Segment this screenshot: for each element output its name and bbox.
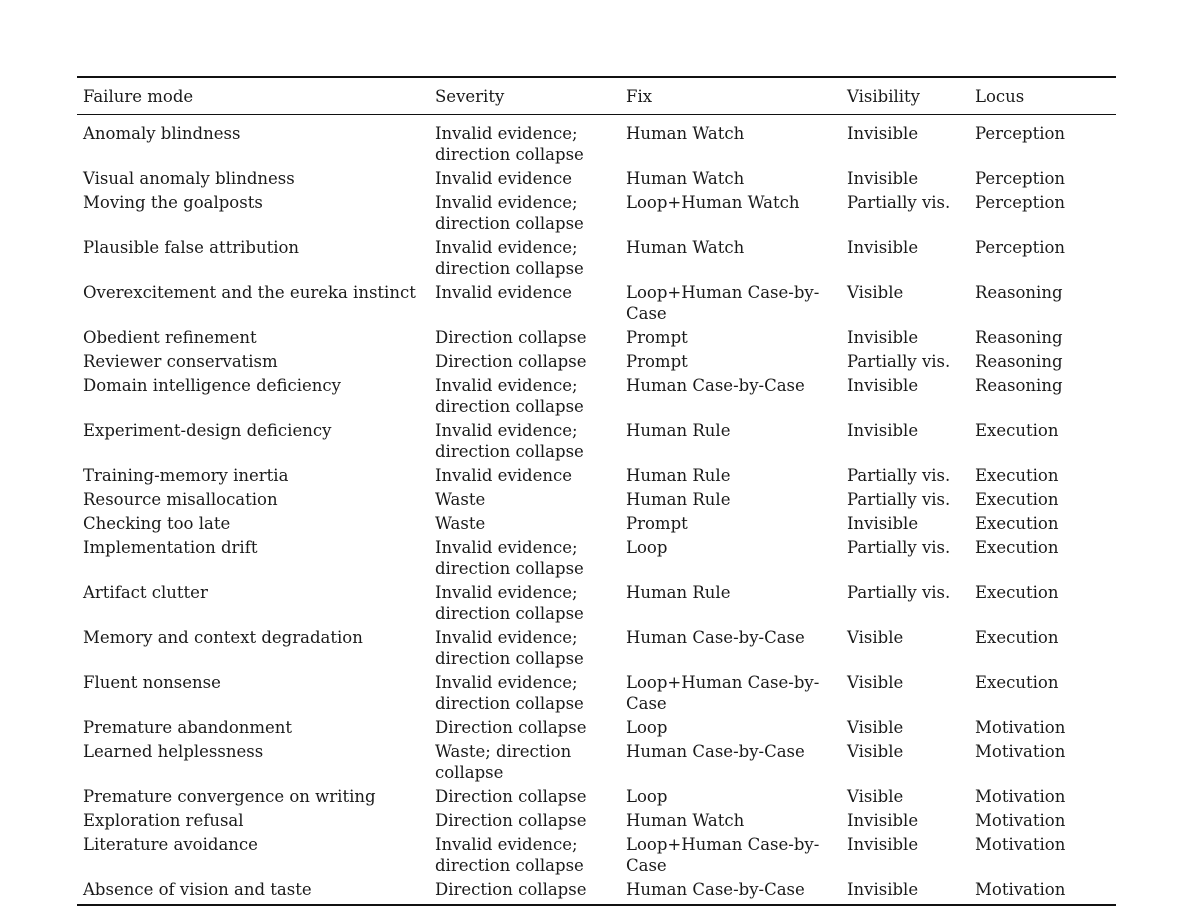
cell-visibility: Visible bbox=[847, 787, 904, 806]
cell-visibility: Invisible bbox=[847, 514, 919, 533]
cell-visibility: Partially vis. bbox=[847, 193, 951, 212]
cell-fix: Loop+Human Case-by-Case bbox=[626, 835, 820, 875]
cell-visibility: Invisible bbox=[847, 811, 919, 830]
table-row bbox=[77, 488, 1116, 512]
cell-locus: Reasoning bbox=[975, 352, 1063, 371]
cell-locus: Reasoning bbox=[975, 283, 1063, 302]
cell-failure-mode: Moving the goalposts bbox=[83, 193, 263, 212]
cell-severity: Invalid evidence; direction collapse bbox=[435, 421, 584, 461]
cell-failure-mode: Checking too late bbox=[83, 514, 231, 533]
failure-mode-table-wrapper bbox=[77, 76, 1116, 906]
cell-locus: Execution bbox=[975, 538, 1059, 557]
cell-severity: Waste; direction collapse bbox=[435, 742, 572, 782]
cell-locus: Motivation bbox=[975, 787, 1066, 806]
table-row bbox=[77, 281, 1116, 326]
cell-visibility: Partially vis. bbox=[847, 466, 951, 485]
cell-failure-mode: Resource misallocation bbox=[83, 490, 278, 509]
table-header bbox=[77, 77, 1116, 115]
cell-visibility: Visible bbox=[847, 718, 904, 737]
header-failure-mode: Failure mode bbox=[83, 87, 194, 106]
cell-visibility: Visible bbox=[847, 283, 904, 302]
cell-fix: Loop+Human Case-by-Case bbox=[626, 283, 820, 323]
header-locus: Locus bbox=[975, 87, 1025, 106]
cell-severity: Direction collapse bbox=[435, 352, 587, 371]
cell-failure-mode: Experiment-design deficiency bbox=[83, 421, 332, 440]
cell-severity: Invalid evidence; direction collapse bbox=[435, 238, 584, 278]
cell-severity: Direction collapse bbox=[435, 718, 587, 737]
header-severity: Severity bbox=[435, 87, 505, 106]
table-row bbox=[77, 115, 1116, 168]
cell-visibility: Invisible bbox=[847, 421, 919, 440]
cell-severity: Invalid evidence bbox=[435, 169, 572, 188]
cell-fix: Human Rule bbox=[626, 490, 731, 509]
cell-fix: Human Case-by-Case bbox=[626, 880, 805, 899]
cell-fix: Prompt bbox=[626, 328, 688, 347]
cell-severity: Direction collapse bbox=[435, 787, 587, 806]
cell-visibility: Invisible bbox=[847, 376, 919, 395]
table-row bbox=[77, 374, 1116, 419]
table-row bbox=[77, 671, 1116, 716]
cell-severity: Waste bbox=[435, 514, 486, 533]
cell-severity: Invalid evidence; direction collapse bbox=[435, 835, 584, 875]
cell-visibility: Invisible bbox=[847, 124, 919, 143]
cell-fix: Human Case-by-Case bbox=[626, 742, 805, 761]
cell-failure-mode: Anomaly blindness bbox=[83, 124, 241, 143]
cell-locus: Perception bbox=[975, 124, 1066, 143]
cell-fix: Human Case-by-Case bbox=[626, 628, 805, 647]
cell-locus: Motivation bbox=[975, 742, 1066, 761]
cell-locus: Motivation bbox=[975, 835, 1066, 854]
cell-failure-mode: Premature abandonment bbox=[83, 718, 293, 737]
cell-locus: Execution bbox=[975, 490, 1059, 509]
cell-severity: Waste bbox=[435, 490, 486, 509]
cell-failure-mode: Learned helplessness bbox=[83, 742, 264, 761]
table-row bbox=[77, 626, 1116, 671]
cell-visibility: Partially vis. bbox=[847, 352, 951, 371]
cell-severity: Invalid evidence; direction collapse bbox=[435, 124, 584, 164]
cell-severity: Direction collapse bbox=[435, 328, 587, 347]
cell-fix: Loop bbox=[626, 538, 668, 557]
cell-severity: Invalid evidence; direction collapse bbox=[435, 673, 584, 713]
header-visibility: Visibility bbox=[847, 87, 920, 106]
cell-locus: Perception bbox=[975, 169, 1066, 188]
cell-fix: Prompt bbox=[626, 352, 688, 371]
table-row bbox=[77, 581, 1116, 626]
cell-fix: Prompt bbox=[626, 514, 688, 533]
cell-failure-mode: Training-memory inertia bbox=[83, 466, 289, 485]
cell-severity: Invalid evidence; direction collapse bbox=[435, 193, 584, 233]
cell-locus: Execution bbox=[975, 466, 1059, 485]
cell-fix: Loop bbox=[626, 787, 668, 806]
cell-severity: Invalid evidence bbox=[435, 466, 572, 485]
cell-visibility: Visible bbox=[847, 628, 904, 647]
table-row bbox=[77, 419, 1116, 464]
table-row bbox=[77, 326, 1116, 350]
header-fix: Fix bbox=[626, 87, 653, 106]
table-row bbox=[77, 809, 1116, 833]
cell-visibility: Partially vis. bbox=[847, 490, 951, 509]
cell-fix: Human Watch bbox=[626, 124, 745, 143]
cell-fix: Human Case-by-Case bbox=[626, 376, 805, 395]
cell-failure-mode: Domain intelligence deficiency bbox=[83, 376, 341, 395]
cell-failure-mode: Obedient refinement bbox=[83, 328, 257, 347]
cell-visibility: Partially vis. bbox=[847, 583, 951, 602]
table-row bbox=[77, 536, 1116, 581]
cell-fix: Loop bbox=[626, 718, 668, 737]
cell-visibility: Invisible bbox=[847, 169, 919, 188]
cell-severity: Invalid evidence; direction collapse bbox=[435, 583, 584, 623]
cell-locus: Motivation bbox=[975, 811, 1066, 830]
cell-fix: Loop+Human Watch bbox=[626, 193, 800, 212]
table-row bbox=[77, 191, 1116, 236]
cell-failure-mode: Absence of vision and taste bbox=[83, 880, 312, 899]
table-bottom-rule bbox=[77, 904, 1116, 906]
cell-severity: Direction collapse bbox=[435, 880, 587, 899]
cell-failure-mode: Artifact clutter bbox=[83, 583, 208, 602]
cell-failure-mode: Reviewer conservatism bbox=[83, 352, 278, 371]
cell-locus: Execution bbox=[975, 421, 1059, 440]
table-row bbox=[77, 716, 1116, 740]
cell-fix: Human Rule bbox=[626, 583, 731, 602]
cell-failure-mode: Fluent nonsense bbox=[83, 673, 221, 692]
table-row bbox=[77, 236, 1116, 281]
table-row bbox=[77, 512, 1116, 536]
cell-locus: Perception bbox=[975, 193, 1066, 212]
cell-failure-mode: Premature convergence on writing bbox=[83, 787, 376, 806]
cell-fix: Human Watch bbox=[626, 238, 745, 257]
cell-visibility: Invisible bbox=[847, 880, 919, 899]
cell-failure-mode: Memory and context degradation bbox=[83, 628, 363, 647]
cell-severity: Invalid evidence; direction collapse bbox=[435, 538, 584, 578]
header-row bbox=[77, 77, 1116, 115]
cell-severity: Invalid evidence bbox=[435, 283, 572, 302]
failure-mode-table bbox=[77, 76, 1116, 904]
cell-visibility: Invisible bbox=[847, 238, 919, 257]
cell-failure-mode: Plausible false attribution bbox=[83, 238, 300, 257]
table-body bbox=[77, 115, 1116, 905]
cell-visibility: Invisible bbox=[847, 835, 919, 854]
cell-fix: Human Watch bbox=[626, 811, 745, 830]
table-row bbox=[77, 167, 1116, 191]
cell-severity: Invalid evidence; direction collapse bbox=[435, 376, 584, 416]
cell-fix: Human Watch bbox=[626, 169, 745, 188]
cell-failure-mode: Visual anomaly blindness bbox=[83, 169, 295, 188]
cell-failure-mode: Implementation drift bbox=[83, 538, 258, 557]
cell-failure-mode: Exploration refusal bbox=[83, 811, 244, 830]
cell-visibility: Partially vis. bbox=[847, 538, 951, 557]
cell-visibility: Visible bbox=[847, 673, 904, 692]
cell-locus: Perception bbox=[975, 238, 1066, 257]
cell-failure-mode: Literature avoidance bbox=[83, 835, 258, 854]
cell-locus: Execution bbox=[975, 583, 1059, 602]
cell-severity: Invalid evidence; direction collapse bbox=[435, 628, 584, 668]
table-row bbox=[77, 878, 1116, 904]
table-row bbox=[77, 350, 1116, 374]
cell-visibility: Visible bbox=[847, 742, 904, 761]
cell-locus: Execution bbox=[975, 628, 1059, 647]
cell-fix: Human Rule bbox=[626, 466, 731, 485]
cell-locus: Reasoning bbox=[975, 376, 1063, 395]
cell-visibility: Invisible bbox=[847, 328, 919, 347]
cell-locus: Motivation bbox=[975, 880, 1066, 899]
cell-fix: Human Rule bbox=[626, 421, 731, 440]
cell-fix: Loop+Human Case-by-Case bbox=[626, 673, 820, 713]
cell-locus: Execution bbox=[975, 673, 1059, 692]
cell-locus: Motivation bbox=[975, 718, 1066, 737]
table-row bbox=[77, 833, 1116, 878]
table-row bbox=[77, 740, 1116, 785]
cell-locus: Execution bbox=[975, 514, 1059, 533]
cell-locus: Reasoning bbox=[975, 328, 1063, 347]
table-row bbox=[77, 464, 1116, 488]
cell-failure-mode: Overexcitement and the eureka instinct bbox=[83, 283, 416, 302]
cell-severity: Direction collapse bbox=[435, 811, 587, 830]
table-row bbox=[77, 785, 1116, 809]
